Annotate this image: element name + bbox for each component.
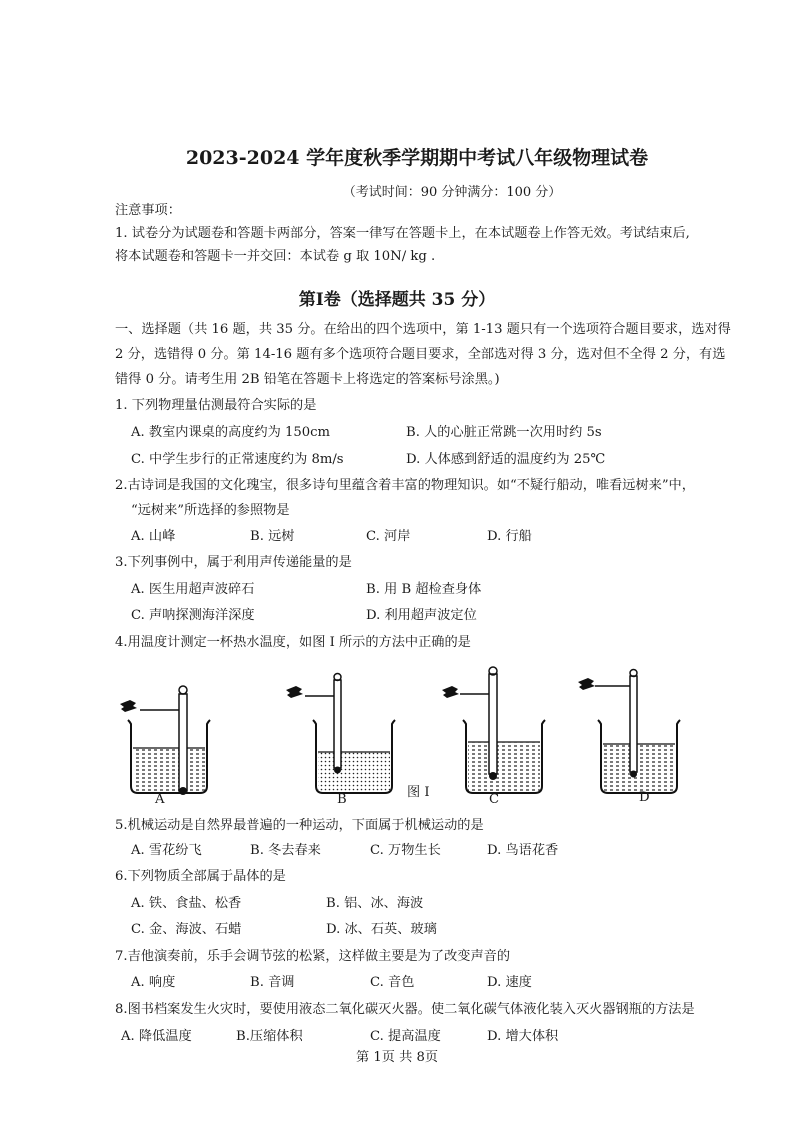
q1-option-a: A. 教室内课桌的高度约为 150cm xyxy=(131,425,331,440)
q2-option-b: B. 远树 xyxy=(250,529,295,544)
notice-heading: 注意事项： xyxy=(115,203,181,218)
q6-option-d: D. 冰、石英、玻璃 xyxy=(326,922,437,937)
q8-option-d: D. 增大体积 xyxy=(487,1029,559,1044)
q5-option-d: D. 鸟语花香 xyxy=(487,843,559,858)
thermometer-figure xyxy=(100,660,700,810)
q1-option-b: B. 人的心脏正常跳一次用时约 5s xyxy=(406,425,602,440)
section-intro-1: 一、选择题（共 16 题，共 35 分。在给出的四个选项中，第 1-13 题只有一个选项符合题目要求，选对得 xyxy=(115,322,731,337)
q7-stem: 7.吉他演奏前，乐手会调节弦的松紧，这样做主要是为了改变声音的 xyxy=(115,949,511,964)
q7-option-a: A. 响度 xyxy=(131,975,176,990)
figure-label-d: D xyxy=(639,790,650,805)
q8-option-c: C. 提高温度 xyxy=(370,1029,441,1044)
q7-option-b: B. 音调 xyxy=(250,975,295,990)
section-intro-2: 2 分，选错得 0 分。第 14-16 题有多个选项符合题目要求，全部选对得 3 分，选对但不全得 2 分，有选 xyxy=(115,347,726,362)
q5-stem: 5.机械运动是自然界最普遍的一种运动，下面属于机械运动的是 xyxy=(115,818,484,833)
q6-option-c: C. 金、海波、石蜡 xyxy=(131,922,242,937)
notice-line-2: 将本试题卷和答题卡一并交回：本试卷 g 取 10N/ kg . xyxy=(115,249,436,264)
method-b-beaker xyxy=(286,674,395,794)
q2-stem-line-2: “远树来”所选择的参照物是 xyxy=(131,503,290,518)
method-d-beaker xyxy=(578,670,680,794)
q7-option-d: D. 速度 xyxy=(487,975,532,990)
q3-option-b: B. 用 B 超检查身体 xyxy=(366,582,482,597)
figure-label-b: B xyxy=(337,792,347,807)
q8-option-a: A. 降低温度 xyxy=(121,1029,192,1044)
exam-title: 2023-2024 学年度秋季学期期中考试八年级物理试卷 xyxy=(185,147,649,169)
method-c-beaker xyxy=(442,667,545,793)
q3-option-a: A. 医生用超声波碎石 xyxy=(131,582,255,597)
exam-subtitle: （考试时间：90 分钟满分：100 分） xyxy=(342,185,562,200)
q5-option-a: A. 雪花纷飞 xyxy=(131,843,202,858)
figure-label-c: C xyxy=(489,792,500,807)
q8-stem: 8.图书档案发生火灾时，要使用液态二氧化碳灭火器。使二氧化碳气体液化装入灭火器钢瓶的方法是 xyxy=(115,1002,695,1017)
q3-stem: 3.下列事例中，属于利用声传递能量的是 xyxy=(115,555,352,570)
figure-label-a: A xyxy=(155,792,165,807)
q4-stem: 4.用温度计测定一杯热水温度，如图 I 所示的方法中正确的是 xyxy=(115,635,471,650)
section-title: 第Ⅰ卷（选择题共 35 分） xyxy=(298,290,496,310)
page-footer: 第 1页 共 8页 xyxy=(355,1050,439,1065)
q1-option-c: C. 中学生步行的正常速度约为 8m/s xyxy=(131,452,344,467)
q2-stem-line-1: 2.古诗词是我国的文化瑰宝，很多诗句里蕴含着丰富的物理知识。如“不疑行船动，唯看远树来”中， xyxy=(115,478,695,493)
q3-option-c: C. 声呐探测海洋深度 xyxy=(131,608,255,623)
q6-stem: 6.下列物质全部属于晶体的是 xyxy=(115,869,286,884)
figure-caption: 图 I xyxy=(407,785,430,800)
section-intro-3: 错得 0 分。请考生用 2B 铅笔在答题卡上将选定的答案标号涂黑。) xyxy=(115,372,500,387)
q8-option-b: B.压缩体积 xyxy=(236,1029,303,1044)
q2-option-c: C. 河岸 xyxy=(366,529,411,544)
q2-option-a: A. 山峰 xyxy=(131,529,176,544)
q1-option-d: D. 人体感到舒适的温度约为 25℃ xyxy=(406,452,606,467)
q6-option-b: B. 铝、冰、海波 xyxy=(326,896,424,911)
method-a-beaker xyxy=(120,686,210,795)
q1-stem: 1. 下列物理量估测最符合实际的是 xyxy=(115,398,317,413)
q3-option-d: D. 利用超声波定位 xyxy=(366,608,477,623)
q2-option-d: D. 行船 xyxy=(487,529,532,544)
q5-option-b: B. 冬去春来 xyxy=(250,843,321,858)
q7-option-c: C. 音色 xyxy=(370,975,415,990)
q5-option-c: C. 万物生长 xyxy=(370,843,441,858)
q6-option-a: A. 铁、食盐、松香 xyxy=(131,896,242,911)
notice-line-1: 1. 试卷分为试题卷和答题卡两部分，答案一律写在答题卡上，在本试题卷上作答无效。考试结束后, xyxy=(115,226,690,241)
